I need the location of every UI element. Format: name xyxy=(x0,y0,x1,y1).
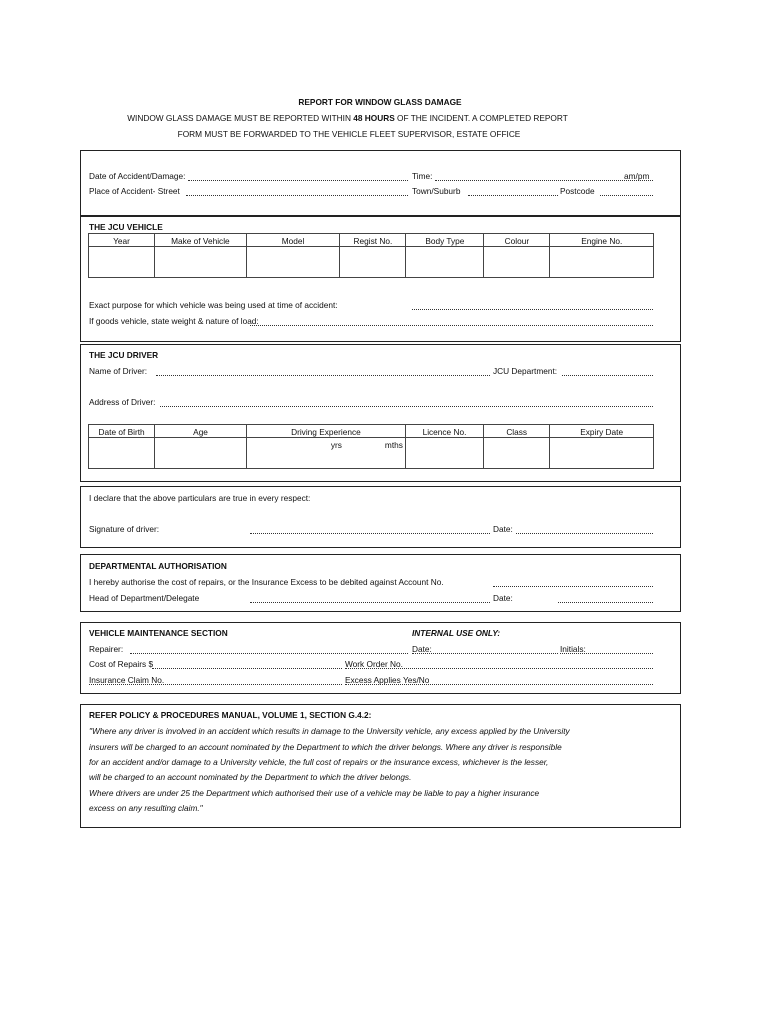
accident-section xyxy=(80,150,681,216)
purpose-label: Exact purpose for which vehicle was being used at time of accident: xyxy=(89,300,338,310)
model-cell[interactable] xyxy=(246,247,340,278)
postcode-field[interactable] xyxy=(600,195,653,196)
regist-cell[interactable] xyxy=(340,247,406,278)
col-colour: Colour xyxy=(484,234,550,247)
purpose-field[interactable] xyxy=(412,309,653,310)
authorisation-date-field[interactable] xyxy=(558,602,653,603)
cost-of-repairs-label: Cost of Repairs $ xyxy=(89,659,154,669)
notice-text-pre: WINDOW GLASS DAMAGE MUST BE REPORTED WITHIN xyxy=(127,113,354,123)
col-make: Make of Vehicle xyxy=(155,234,247,247)
notice-text-bold: 48 HOURS xyxy=(353,113,395,123)
goods-label: If goods vehicle, state weight & nature of load: xyxy=(89,316,259,326)
initials-label: Initials: xyxy=(560,644,586,654)
col-dob: Date of Birth xyxy=(89,425,155,438)
insurance-claim-label: Insurance Claim No. xyxy=(89,675,165,685)
authorisation-text: I hereby authorise the cost of repairs, or the Insurance Excess to be debited against Account No. xyxy=(89,577,444,587)
town-suburb-field[interactable] xyxy=(468,195,558,196)
accident-time-field[interactable] xyxy=(435,180,653,181)
accident-street-field[interactable] xyxy=(186,195,408,196)
body-type-cell[interactable] xyxy=(406,247,484,278)
ampm-label: am/pm xyxy=(624,171,650,181)
insurance-claim-field[interactable] xyxy=(89,684,342,685)
accident-place-label: Place of Accident- Street xyxy=(89,186,180,196)
page-title: REPORT FOR WINDOW GLASS DAMAGE xyxy=(298,97,462,107)
col-regist: Regist No. xyxy=(340,234,406,247)
policy-line: insurers will be charged to an account nominated by the Department to which the driver belongs. Where any driver is responsible xyxy=(89,742,562,752)
driver-table xyxy=(88,424,654,469)
vehicle-heading: THE JCU VEHICLE xyxy=(89,222,163,232)
driver-heading: THE JCU DRIVER xyxy=(89,350,159,360)
policy-line: excess on any resulting claim." xyxy=(89,803,203,813)
policy-line: for an accident and/or damage to a University vehicle, the full cost of repairs or the insurance excess, whichever is the lesser, xyxy=(89,757,549,767)
licence-cell[interactable] xyxy=(405,438,483,469)
col-year: Year xyxy=(89,234,155,247)
maintenance-heading: VEHICLE MAINTENANCE SECTION xyxy=(89,628,228,638)
excess-applies-label: Excess Applies Yes/No xyxy=(345,675,430,685)
initials-field[interactable] xyxy=(560,653,653,654)
col-engine: Engine No. xyxy=(550,234,654,247)
accident-date-label: Date of Accident/Damage: xyxy=(89,171,186,181)
year-cell[interactable] xyxy=(89,247,155,278)
authorisation-heading: DEPARTMENTAL AUTHORISATION xyxy=(89,561,227,571)
make-cell[interactable] xyxy=(155,247,247,278)
col-age: Age xyxy=(155,425,247,438)
declaration-date-field[interactable] xyxy=(516,533,653,534)
class-cell[interactable] xyxy=(484,438,550,469)
col-driving-experience: Driving Experience xyxy=(246,425,405,438)
dob-cell[interactable] xyxy=(89,438,155,469)
col-model: Model xyxy=(246,234,340,247)
engine-cell[interactable] xyxy=(550,247,654,278)
expiry-cell[interactable] xyxy=(550,438,654,469)
policy-heading: REFER POLICY & PROCEDURES MANUAL, VOLUME 1, SECTION G.4.2: xyxy=(89,710,372,720)
signature-field[interactable] xyxy=(250,533,490,534)
col-licence: Licence No. xyxy=(405,425,483,438)
head-of-department-label: Head of Department/Delegate xyxy=(89,593,200,603)
policy-line: "Where any driver is involved in an accident which results in damage to the University vehicle, any excess applied by the University xyxy=(89,726,570,736)
vehicle-table xyxy=(88,233,654,278)
notice-text-post: OF THE INCIDENT. A COMPLETED REPORT xyxy=(394,113,568,123)
col-expiry: Expiry Date xyxy=(550,425,654,438)
work-order-field[interactable] xyxy=(345,668,653,669)
experience-cell[interactable] xyxy=(246,438,405,469)
repairer-label: Repairer: xyxy=(89,644,124,654)
policy-line: will be charged to an account nominated by the Department to which the driver belongs. xyxy=(89,772,412,782)
authorisation-date-label: Date: xyxy=(493,593,513,603)
cost-of-repairs-field[interactable] xyxy=(152,668,342,669)
maintenance-date-field[interactable] xyxy=(412,653,558,654)
age-cell[interactable] xyxy=(155,438,247,469)
header-notice-line1 xyxy=(0,113,695,123)
col-body-type: Body Type xyxy=(406,234,484,247)
postcode-label: Postcode xyxy=(560,186,595,196)
col-class: Class xyxy=(484,425,550,438)
excess-applies-field[interactable] xyxy=(345,684,653,685)
header-notice-line2: FORM MUST BE FORWARDED TO THE VEHICLE FLEET SUPERVISOR, ESTATE OFFICE xyxy=(177,129,521,139)
head-of-department-field[interactable] xyxy=(250,602,490,603)
maintenance-date-label: Date: xyxy=(412,644,432,654)
yrs-label: yrs xyxy=(330,440,342,450)
repairer-field[interactable] xyxy=(130,653,408,654)
jcu-department-label: JCU Department: xyxy=(493,366,558,376)
mths-label: mths xyxy=(384,440,403,450)
declaration-text: I declare that the above particulars are true in every respect: xyxy=(89,493,311,503)
signature-label: Signature of driver: xyxy=(89,524,160,534)
driver-address-label: Address of Driver: xyxy=(89,397,156,407)
policy-line: Where drivers are under 25 the Department which authorised their use of a vehicle may be liable to pay a higher insurance xyxy=(89,788,540,798)
jcu-department-field[interactable] xyxy=(562,375,653,376)
driver-name-field[interactable] xyxy=(156,375,490,376)
driver-name-label: Name of Driver: xyxy=(89,366,148,376)
accident-date-field[interactable] xyxy=(188,180,408,181)
colour-cell[interactable] xyxy=(484,247,550,278)
driver-address-field[interactable] xyxy=(160,406,653,407)
internal-use-label: INTERNAL USE ONLY: xyxy=(412,628,501,638)
accident-time-label: Time: xyxy=(412,171,433,181)
work-order-label: Work Order No. xyxy=(345,659,403,669)
town-suburb-label: Town/Suburb xyxy=(412,186,461,196)
account-no-field[interactable] xyxy=(493,586,653,587)
declaration-date-label: Date: xyxy=(493,524,513,534)
goods-field[interactable] xyxy=(250,325,653,326)
